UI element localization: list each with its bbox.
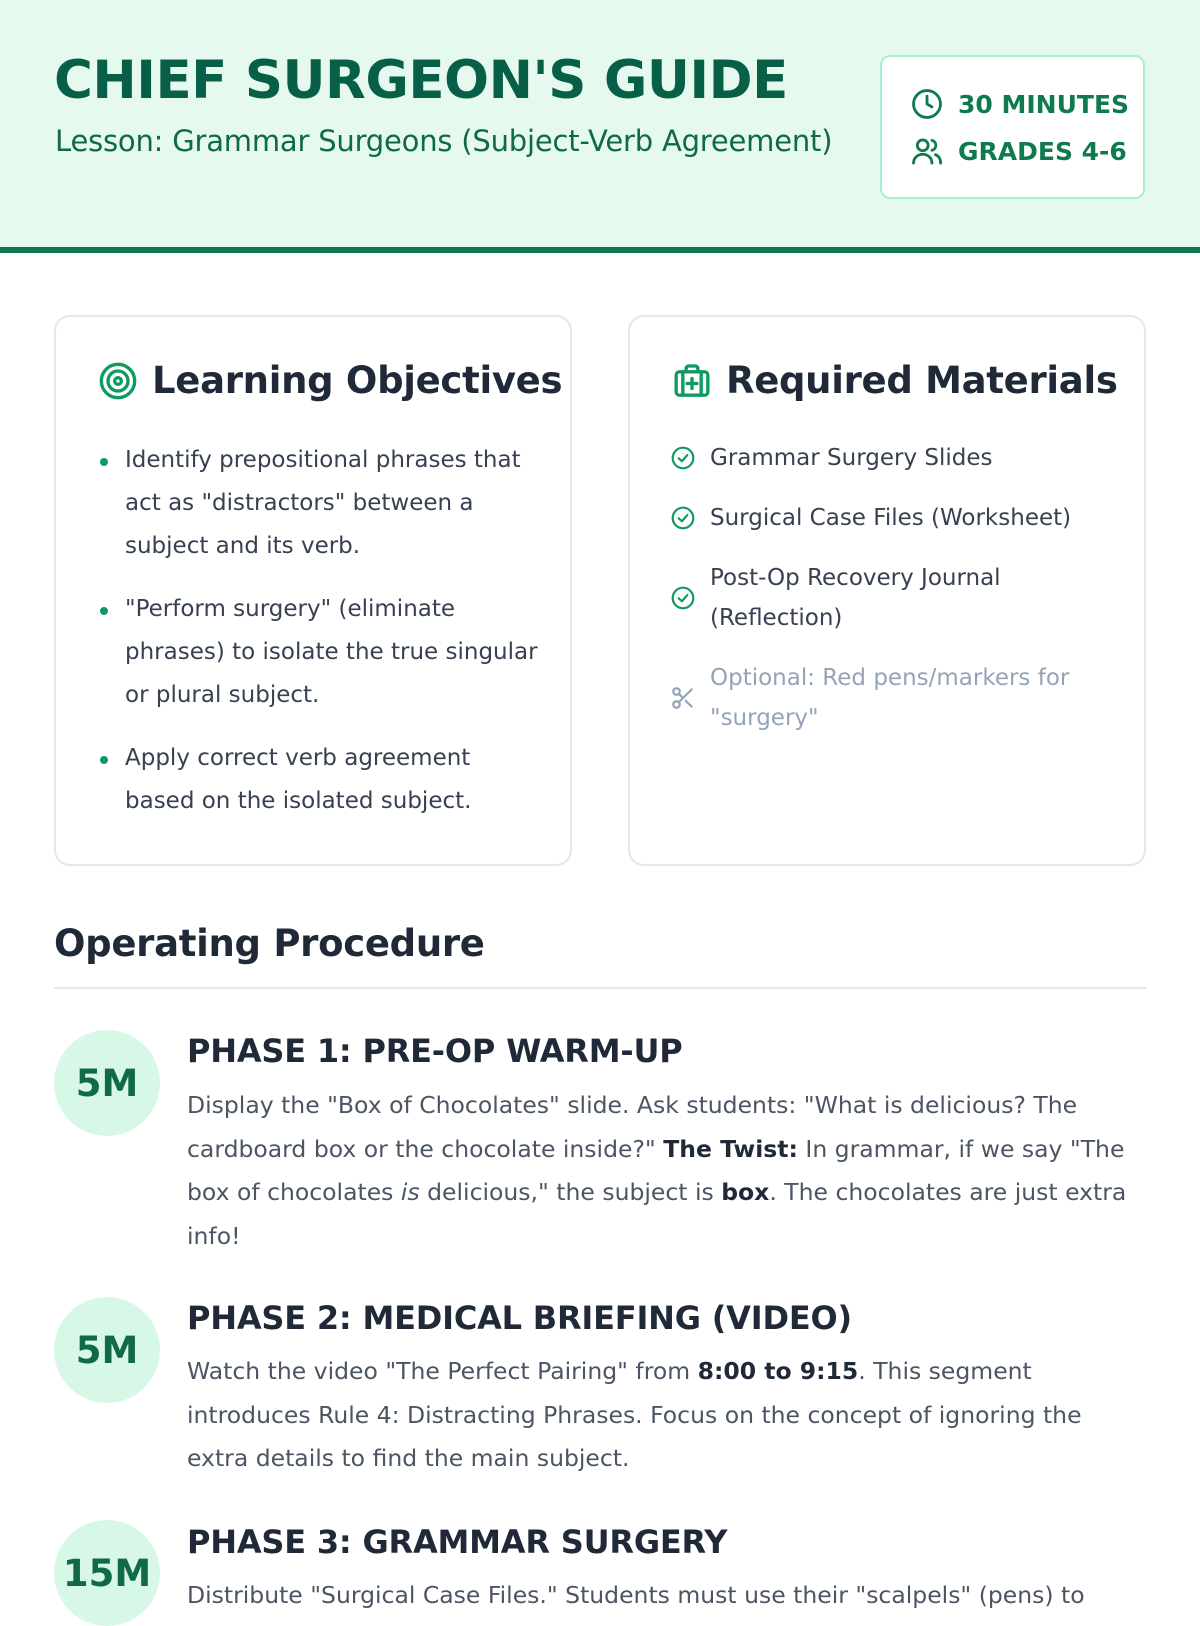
- duration-label: 30 MINUTES: [958, 89, 1130, 119]
- objective-item: Apply correct verb agreement based on the isolated subject.: [98, 737, 538, 823]
- materials-title: Required Materials: [726, 359, 1118, 402]
- material-label: Surgical Case Files (Worksheet): [710, 505, 1072, 531]
- scissors-icon: [670, 685, 696, 711]
- objectives-title: Learning Objectives: [152, 359, 563, 402]
- phase-duration-badge: 5M: [54, 1030, 160, 1136]
- section-divider: [54, 987, 1147, 989]
- phase-description: Distribute "Surgical Case Files." Students must use their "scalpels" (pens) to: [187, 1581, 1085, 1609]
- material-item: [670, 438, 1110, 478]
- phase-duration-badge: 5M: [54, 1297, 160, 1403]
- objective-item: Identify prepositional phrases that act as "distractors" between a subject and its verb.: [98, 439, 538, 568]
- phase-title: PHASE 3: GRAMMAR SURGERY: [187, 1523, 728, 1561]
- objectives-heading: [98, 359, 562, 402]
- check-circle-icon: [670, 585, 696, 611]
- material-label: Optional: Red pens/markers for "surgery": [710, 665, 1070, 731]
- grades-label: GRADES 4-6: [958, 136, 1127, 166]
- material-label: Post-Op Recovery Journal (Reflection): [710, 565, 1001, 631]
- phase-description: Watch the video "The Perfect Pairing" from 8:00 to 9:15. This segment introduces Rule 4: Distracting Phrases. Focus on the concept of ignoring the extra details to find the main subject.: [187, 1357, 1082, 1472]
- medical-kit-icon: [672, 361, 712, 401]
- lesson-header: [0, 0, 1200, 253]
- learning-objectives-card: [54, 315, 572, 866]
- phase-duration-badge: 15M: [54, 1520, 160, 1626]
- clock-icon: [910, 87, 944, 121]
- phase-title: PHASE 2: MEDICAL BRIEFING (VIDEO): [187, 1299, 852, 1337]
- grades-row: [910, 134, 1127, 168]
- procedure-heading: Operating Procedure: [54, 922, 485, 965]
- target-icon: [98, 361, 138, 401]
- check-circle-icon: [670, 445, 696, 471]
- material-label: Grammar Surgery Slides: [710, 445, 993, 471]
- objective-item: "Perform surgery" (eliminate phrases) to isolate the true singular or plural subject.: [98, 588, 538, 717]
- users-icon: [910, 134, 944, 168]
- lesson-meta-box: [880, 55, 1145, 199]
- material-item: [670, 558, 1050, 638]
- check-circle-icon: [670, 505, 696, 531]
- material-item-optional: [670, 658, 1090, 738]
- material-item: [670, 498, 1110, 538]
- required-materials-card: [628, 315, 1146, 866]
- lesson-subtitle: Lesson: Grammar Surgeons (Subject-Verb Agreement): [55, 124, 833, 158]
- materials-heading: [672, 359, 1118, 402]
- phase-description: Display the "Box of Chocolates" slide. Ask students: "What is delicious? The cardboard box or the chocolate inside?" The Twist: In grammar, if we say "The box of chocolates is delicious," the subject is box. The chocolates are just extra info!: [187, 1091, 1127, 1250]
- phase-title: PHASE 1: PRE-OP WARM-UP: [187, 1032, 683, 1070]
- duration-row: [910, 87, 1129, 121]
- objectives-list: [98, 439, 538, 843]
- page-title: CHIEF SURGEON'S GUIDE: [54, 50, 788, 111]
